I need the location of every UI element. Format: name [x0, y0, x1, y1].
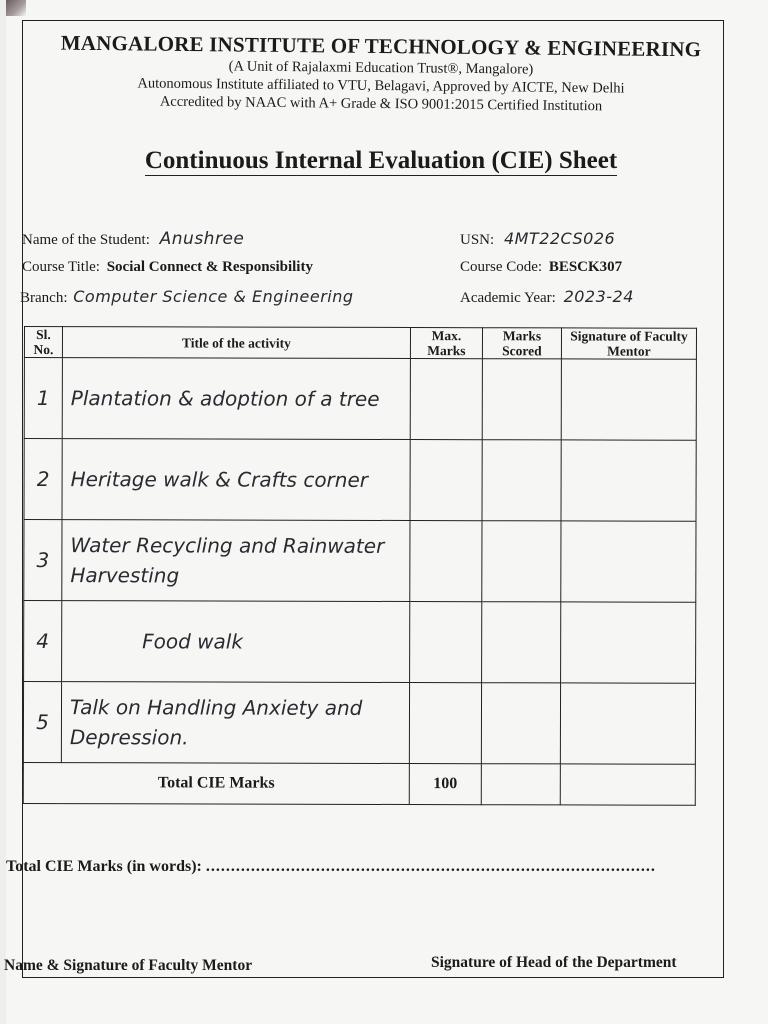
institution-affiliation: Autonomous Institute affiliated to VTU, Belagavi, Approved by AICTE, New Delhi	[137, 75, 625, 97]
row-activity: Plantation & adoption of a tree	[62, 358, 410, 440]
row-signature-cell[interactable]	[560, 683, 695, 764]
table-row	[24, 601, 696, 684]
header-signature: Signature of Faculty Mentor	[561, 328, 696, 359]
branch-field	[20, 287, 354, 307]
student-name-label: Name of the Student:	[22, 232, 150, 248]
course-code-label: Course Code:	[460, 259, 543, 275]
row-sl-no: 4	[24, 601, 62, 682]
page-corner-shadow	[6, 0, 26, 16]
table-header-row	[24, 327, 696, 360]
row-sl-no: 3	[24, 520, 62, 601]
total-label: Total CIE Marks	[23, 762, 409, 804]
header-marks-scored: Marks Scored	[482, 328, 561, 359]
institution-unit: (A Unit of Rajalaxmi Education Trust®, Mangalore)	[228, 58, 534, 78]
student-name-value: Anushree	[159, 229, 245, 249]
mentor-signature-label: Name & Signature of Faculty Mentor	[4, 957, 253, 974]
course-title-label: Course Title:	[22, 259, 100, 275]
total-in-words-line	[6, 858, 656, 876]
row-signature-cell[interactable]	[561, 359, 696, 440]
table-row	[24, 439, 696, 522]
row-sl-no: 1	[24, 358, 62, 439]
institution-name: MANGALORE INSTITUTE OF TECHNOLOGY & ENGINEERING	[60, 30, 702, 62]
branch-label: Branch:	[20, 290, 68, 306]
total-in-words-label: Total CIE Marks (in words):	[6, 858, 202, 875]
table-row	[24, 358, 696, 441]
row-sl-no: 2	[24, 439, 62, 520]
total-max-marks: 100	[409, 764, 481, 805]
row-marks-scored-cell[interactable]	[482, 602, 561, 683]
header-sl-no: Sl. No.	[24, 327, 62, 358]
row-max-marks-cell[interactable]	[410, 359, 482, 440]
academic-year-field	[460, 287, 634, 307]
usn-label: USN:	[460, 232, 495, 248]
student-name-field	[22, 229, 244, 249]
cie-sheet-page	[6, 0, 768, 1024]
header-activity: Title of the activity	[62, 327, 410, 359]
activity-table	[23, 326, 697, 806]
hod-signature-label: Signature of Head of the Department	[431, 954, 677, 971]
course-code-value: BESCK307	[548, 259, 623, 275]
row-marks-scored-cell[interactable]	[481, 683, 560, 764]
row-max-marks-cell[interactable]	[409, 683, 481, 764]
row-signature-cell[interactable]	[561, 602, 696, 683]
row-activity: Water Recycling and Rainwater Harvesting	[62, 520, 410, 602]
row-max-marks-cell[interactable]	[410, 521, 482, 602]
usn-field	[460, 229, 615, 249]
row-marks-scored-cell[interactable]	[482, 440, 561, 521]
row-activity: Food walk	[62, 601, 410, 683]
row-sl-no: 5	[23, 682, 61, 763]
row-max-marks-cell[interactable]	[410, 440, 482, 521]
total-signature-cell[interactable]	[560, 764, 695, 805]
course-code-field	[460, 259, 622, 276]
table-row	[23, 682, 695, 765]
course-title-field	[22, 259, 313, 276]
academic-year-value: 2023-24	[563, 287, 634, 306]
total-marks-scored-cell[interactable]	[481, 764, 560, 805]
usn-value: 4MT22CS026	[503, 229, 616, 248]
header-max-marks: Max. Marks	[410, 328, 482, 359]
row-signature-cell[interactable]	[561, 521, 696, 602]
branch-value: Computer Science & Engineering	[73, 287, 354, 306]
row-activity: Heritage walk & Crafts corner	[62, 439, 410, 521]
row-activity: Talk on Handling Anxiety and Depression.	[61, 682, 409, 764]
row-signature-cell[interactable]	[561, 440, 696, 521]
course-title-value: Social Connect & Responsibility	[106, 259, 313, 275]
sheet-title	[36, 147, 726, 175]
total-in-words-blank[interactable]: ..........................................................................................	[205, 858, 656, 875]
row-marks-scored-cell[interactable]	[482, 359, 561, 440]
sheet-title-text: Continuous Internal Evaluation (CIE) Sheet	[144, 147, 618, 174]
total-row	[23, 762, 695, 805]
institution-accreditation: Accredited by NAAC with A+ Grade & ISO 9001:2015 Certified Institution	[159, 93, 603, 115]
academic-year-label: Academic Year:	[460, 290, 556, 306]
row-max-marks-cell[interactable]	[410, 602, 482, 683]
row-marks-scored-cell[interactable]	[482, 521, 561, 602]
table-row	[24, 520, 696, 603]
